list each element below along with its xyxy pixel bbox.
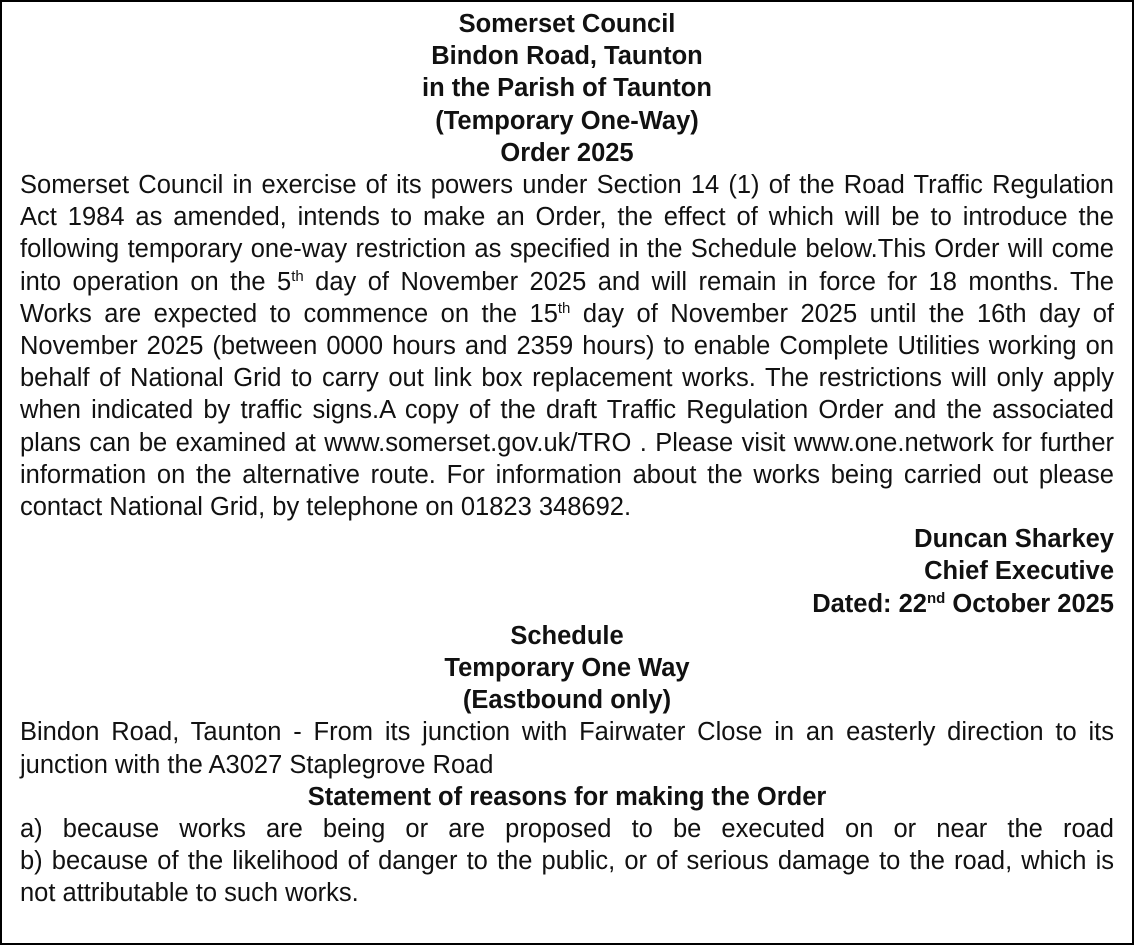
schedule-direction: (Eastbound only) [462, 686, 672, 715]
notice-title [20, 8, 1114, 169]
date-suffix: October 2025 [945, 589, 1114, 618]
title-line-road: Bindon Road, Taunton [431, 42, 703, 71]
schedule-subtitle: Temporary One Way [444, 654, 690, 683]
body-superscript-1: th [291, 267, 304, 285]
body-text-part-1: Somerset Council in exercise of its powers under Section 14 (1) of the Road Traffic Regulation Act 1984 as amended, intends to make an Order, the effect of which will be to introduce the following temporary one-way restriction as specified in the Schedule below.This Order will come into operation on the 5 [20, 171, 1114, 296]
reasons-list [20, 813, 1114, 910]
reason-item-a: a) because works are being or are proposed to be executed on or near the road [20, 815, 1114, 844]
schedule-heading [20, 620, 1114, 717]
signatory-role: Chief Executive [924, 557, 1114, 586]
schedule-title: Schedule [510, 621, 624, 650]
notice-body [20, 169, 1114, 523]
body-text-part-2: day of November 2025 and will remain in force for 18 months. The Works are expected to commence on the 15 [20, 267, 1114, 328]
schedule-text: Bindon Road, Taunton - From its junction with Fairwater Close in an easterly direction to its junction with the A3027 Staplegrove Road [20, 718, 1114, 779]
reasons-heading: Statement of reasons for making the Order [307, 782, 827, 811]
date-superscript: nd [927, 589, 946, 607]
signatory-name: Duncan Sharkey [914, 525, 1114, 554]
title-line-parish: in the Parish of Taunton [422, 74, 712, 103]
body-superscript-2: th [557, 299, 571, 317]
notice-date [20, 588, 1114, 620]
title-line-order: Order 2025 [500, 138, 634, 167]
date-prefix: Dated: 22 [812, 589, 927, 618]
title-line-council: Somerset Council [458, 10, 676, 38]
title-line-type: (Temporary One-Way) [435, 106, 699, 135]
signature-block [20, 523, 1114, 620]
body-text-part-3: day of November 2025 until the 16th day of November 2025 (between 0000 hours and 2359 hours) to enable Complete Utilities working on behalf of National Grid to carry out link box replacement works. The restrictions will only apply when indicated by traffic signs.A copy of the draft Traffic Regulation Order and the associated plans can be examined at www.somerset.gov.uk/TRO . Please visit www.one.network for further information on the alternative route. For information about the works being carried out please contact National Grid, by telephone on 01823 348692. [20, 299, 1114, 522]
reason-item-b: b) because of the likelihood of danger to the public, or of serious damage to the road, which is not attributable to such works. [20, 847, 1114, 908]
